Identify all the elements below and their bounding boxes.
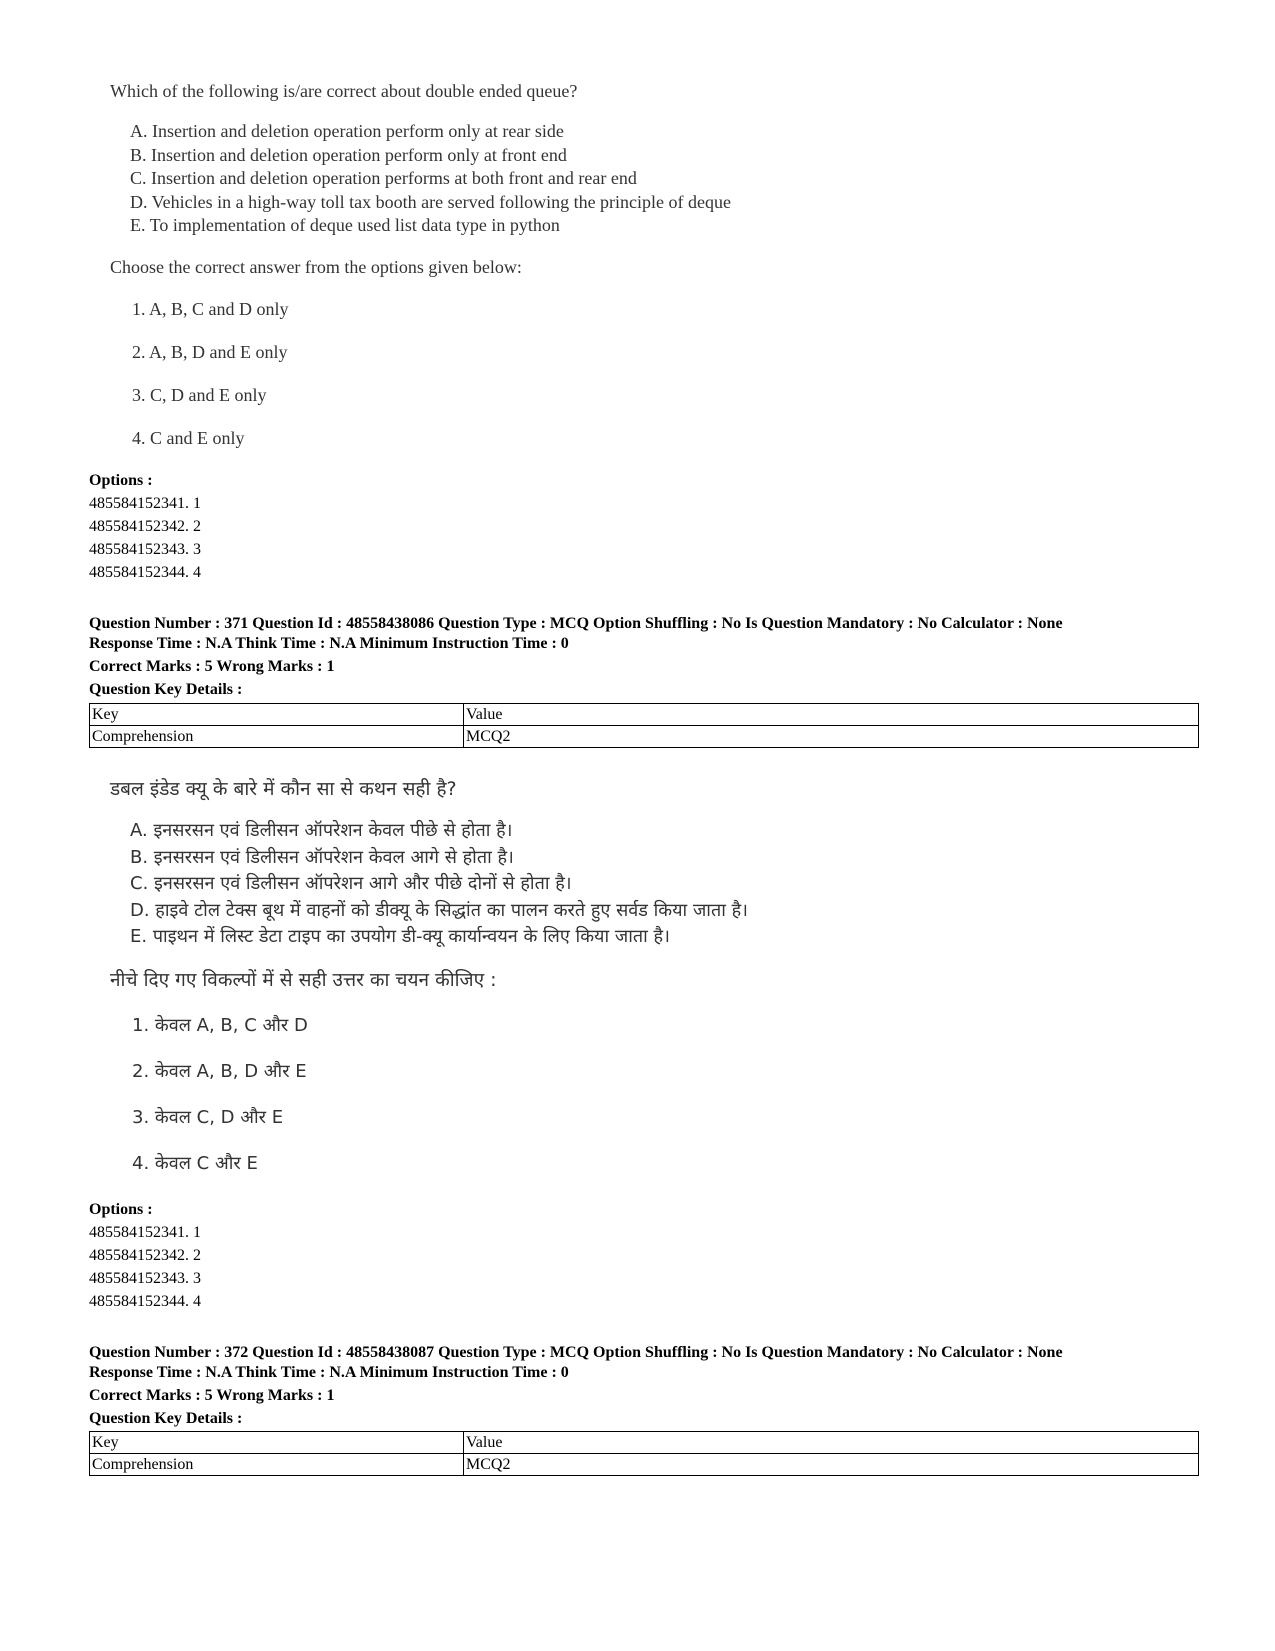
table-cell: Key bbox=[90, 704, 464, 726]
statement-d: D. हाइवे टोल टेक्स बूथ में वाहनों को डीक्यू के सिद्धांत का पालन करते हुए सर्वड किया जाता है। bbox=[130, 899, 748, 921]
choose-instruction: नीचे दिए गए विकल्पों में से सही उत्तर का चयन कीजिए : bbox=[110, 968, 497, 991]
table-cell: Key bbox=[90, 1432, 464, 1454]
table-row bbox=[90, 1454, 1199, 1476]
answer-option-4: 4. C and E only bbox=[132, 427, 245, 448]
marks-line: Correct Marks : 5 Wrong Marks : 1 bbox=[89, 658, 335, 675]
answer-option-1: 1. केवल A, B, C और D bbox=[132, 1014, 308, 1036]
table-cell: Value bbox=[464, 704, 1199, 726]
options-block bbox=[89, 469, 201, 584]
options-label: Options : bbox=[89, 1201, 153, 1218]
option-item: 485584152344. 4 bbox=[89, 564, 201, 581]
answer-option-2: 2. A, B, D and E only bbox=[132, 341, 288, 362]
options-label: Options : bbox=[89, 472, 153, 489]
statement-c: C. Insertion and deletion operation performs at both front and rear end bbox=[130, 168, 637, 188]
choose-instruction: Choose the correct answer from the options given below: bbox=[110, 256, 522, 277]
table-row bbox=[90, 704, 1199, 726]
question-meta-line2: Response Time : N.A Think Time : N.A Minimum Instruction Time : 0 bbox=[89, 635, 569, 652]
options-block bbox=[89, 1198, 201, 1313]
table-cell: Comprehension bbox=[90, 726, 464, 748]
table-row bbox=[90, 726, 1199, 748]
key-details-label: Question Key Details : bbox=[89, 681, 243, 698]
question-meta bbox=[89, 614, 1199, 700]
key-details-label: Question Key Details : bbox=[89, 1410, 243, 1427]
answer-option-3: 3. केवल C, D और E bbox=[132, 1106, 284, 1128]
table-cell: MCQ2 bbox=[464, 1454, 1199, 1476]
table-cell: Comprehension bbox=[90, 1454, 464, 1476]
option-item: 485584152341. 1 bbox=[89, 495, 201, 512]
option-item: 485584152341. 1 bbox=[89, 1224, 201, 1241]
statement-e: E. पाइथन में लिस्ट डेटा टाइप का उपयोग डी-क्यू कार्यान्वयन के लिए किया जाता है। bbox=[130, 926, 670, 947]
option-item: 485584152344. 4 bbox=[89, 1293, 201, 1310]
key-details-table bbox=[89, 703, 1199, 748]
table-cell: Value bbox=[464, 1432, 1199, 1454]
answer-option-4: 4. केवल C और E bbox=[132, 1152, 258, 1174]
question-image-english bbox=[110, 80, 731, 449]
statement-a: A. Insertion and deletion operation perform only at rear side bbox=[130, 121, 564, 141]
statement-a: A. इनसरसन एवं डिलीसन ऑपरेशन केवल पीछे से होता है। bbox=[130, 820, 513, 841]
option-item: 485584152343. 3 bbox=[89, 541, 201, 558]
answer-option-1: 1. A, B, C and D only bbox=[132, 298, 289, 319]
statement-b: B. Insertion and deletion operation perform only at front end bbox=[130, 144, 567, 165]
question-stem: Which of the following is/are correct about double ended queue? bbox=[110, 81, 578, 101]
statement-e: E. To implementation of deque used list data type in python bbox=[130, 215, 560, 235]
marks-line: Correct Marks : 5 Wrong Marks : 1 bbox=[89, 1387, 335, 1404]
option-item: 485584152342. 2 bbox=[89, 518, 201, 535]
key-details-table bbox=[89, 1431, 1199, 1476]
option-item: 485584152343. 3 bbox=[89, 1270, 201, 1287]
question-stem: डबल इंडेड क्यू के बारे में कौन सा से कथन सही है? bbox=[110, 778, 457, 800]
table-row bbox=[90, 1432, 1199, 1454]
question-meta-line2: Response Time : N.A Think Time : N.A Minimum Instruction Time : 0 bbox=[89, 1364, 569, 1381]
statement-list bbox=[110, 120, 731, 238]
statement-d: D. Vehicles in a high-way toll tax booth are served following the principle of deque bbox=[130, 191, 732, 212]
statement-list bbox=[110, 818, 748, 951]
question-meta bbox=[89, 1343, 1199, 1429]
answer-option-3: 3. C, D and E only bbox=[132, 384, 267, 405]
question-meta-line1: Question Number : 372 Question Id : 48558438087 Question Type : MCQ Option Shuffling : No Is Question Mandatory : No Calculator : None bbox=[89, 1344, 1063, 1361]
statement-c: C. इनसरसन एवं डिलीसन ऑपरेशन आगे और पीछे दोनों से होता है। bbox=[130, 873, 572, 894]
table-cell: MCQ2 bbox=[464, 726, 1199, 748]
statement-b: B. इनसरसन एवं डिलीसन ऑपरेशन केवल आगे से होता है। bbox=[130, 846, 514, 868]
option-item: 485584152342. 2 bbox=[89, 1247, 201, 1264]
question-image-hindi bbox=[110, 778, 748, 1175]
answer-option-2: 2. केवल A, B, D और E bbox=[132, 1060, 307, 1082]
question-meta-line1: Question Number : 371 Question Id : 48558438086 Question Type : MCQ Option Shuffling : No Is Question Mandatory : No Calculator : None bbox=[89, 615, 1063, 632]
